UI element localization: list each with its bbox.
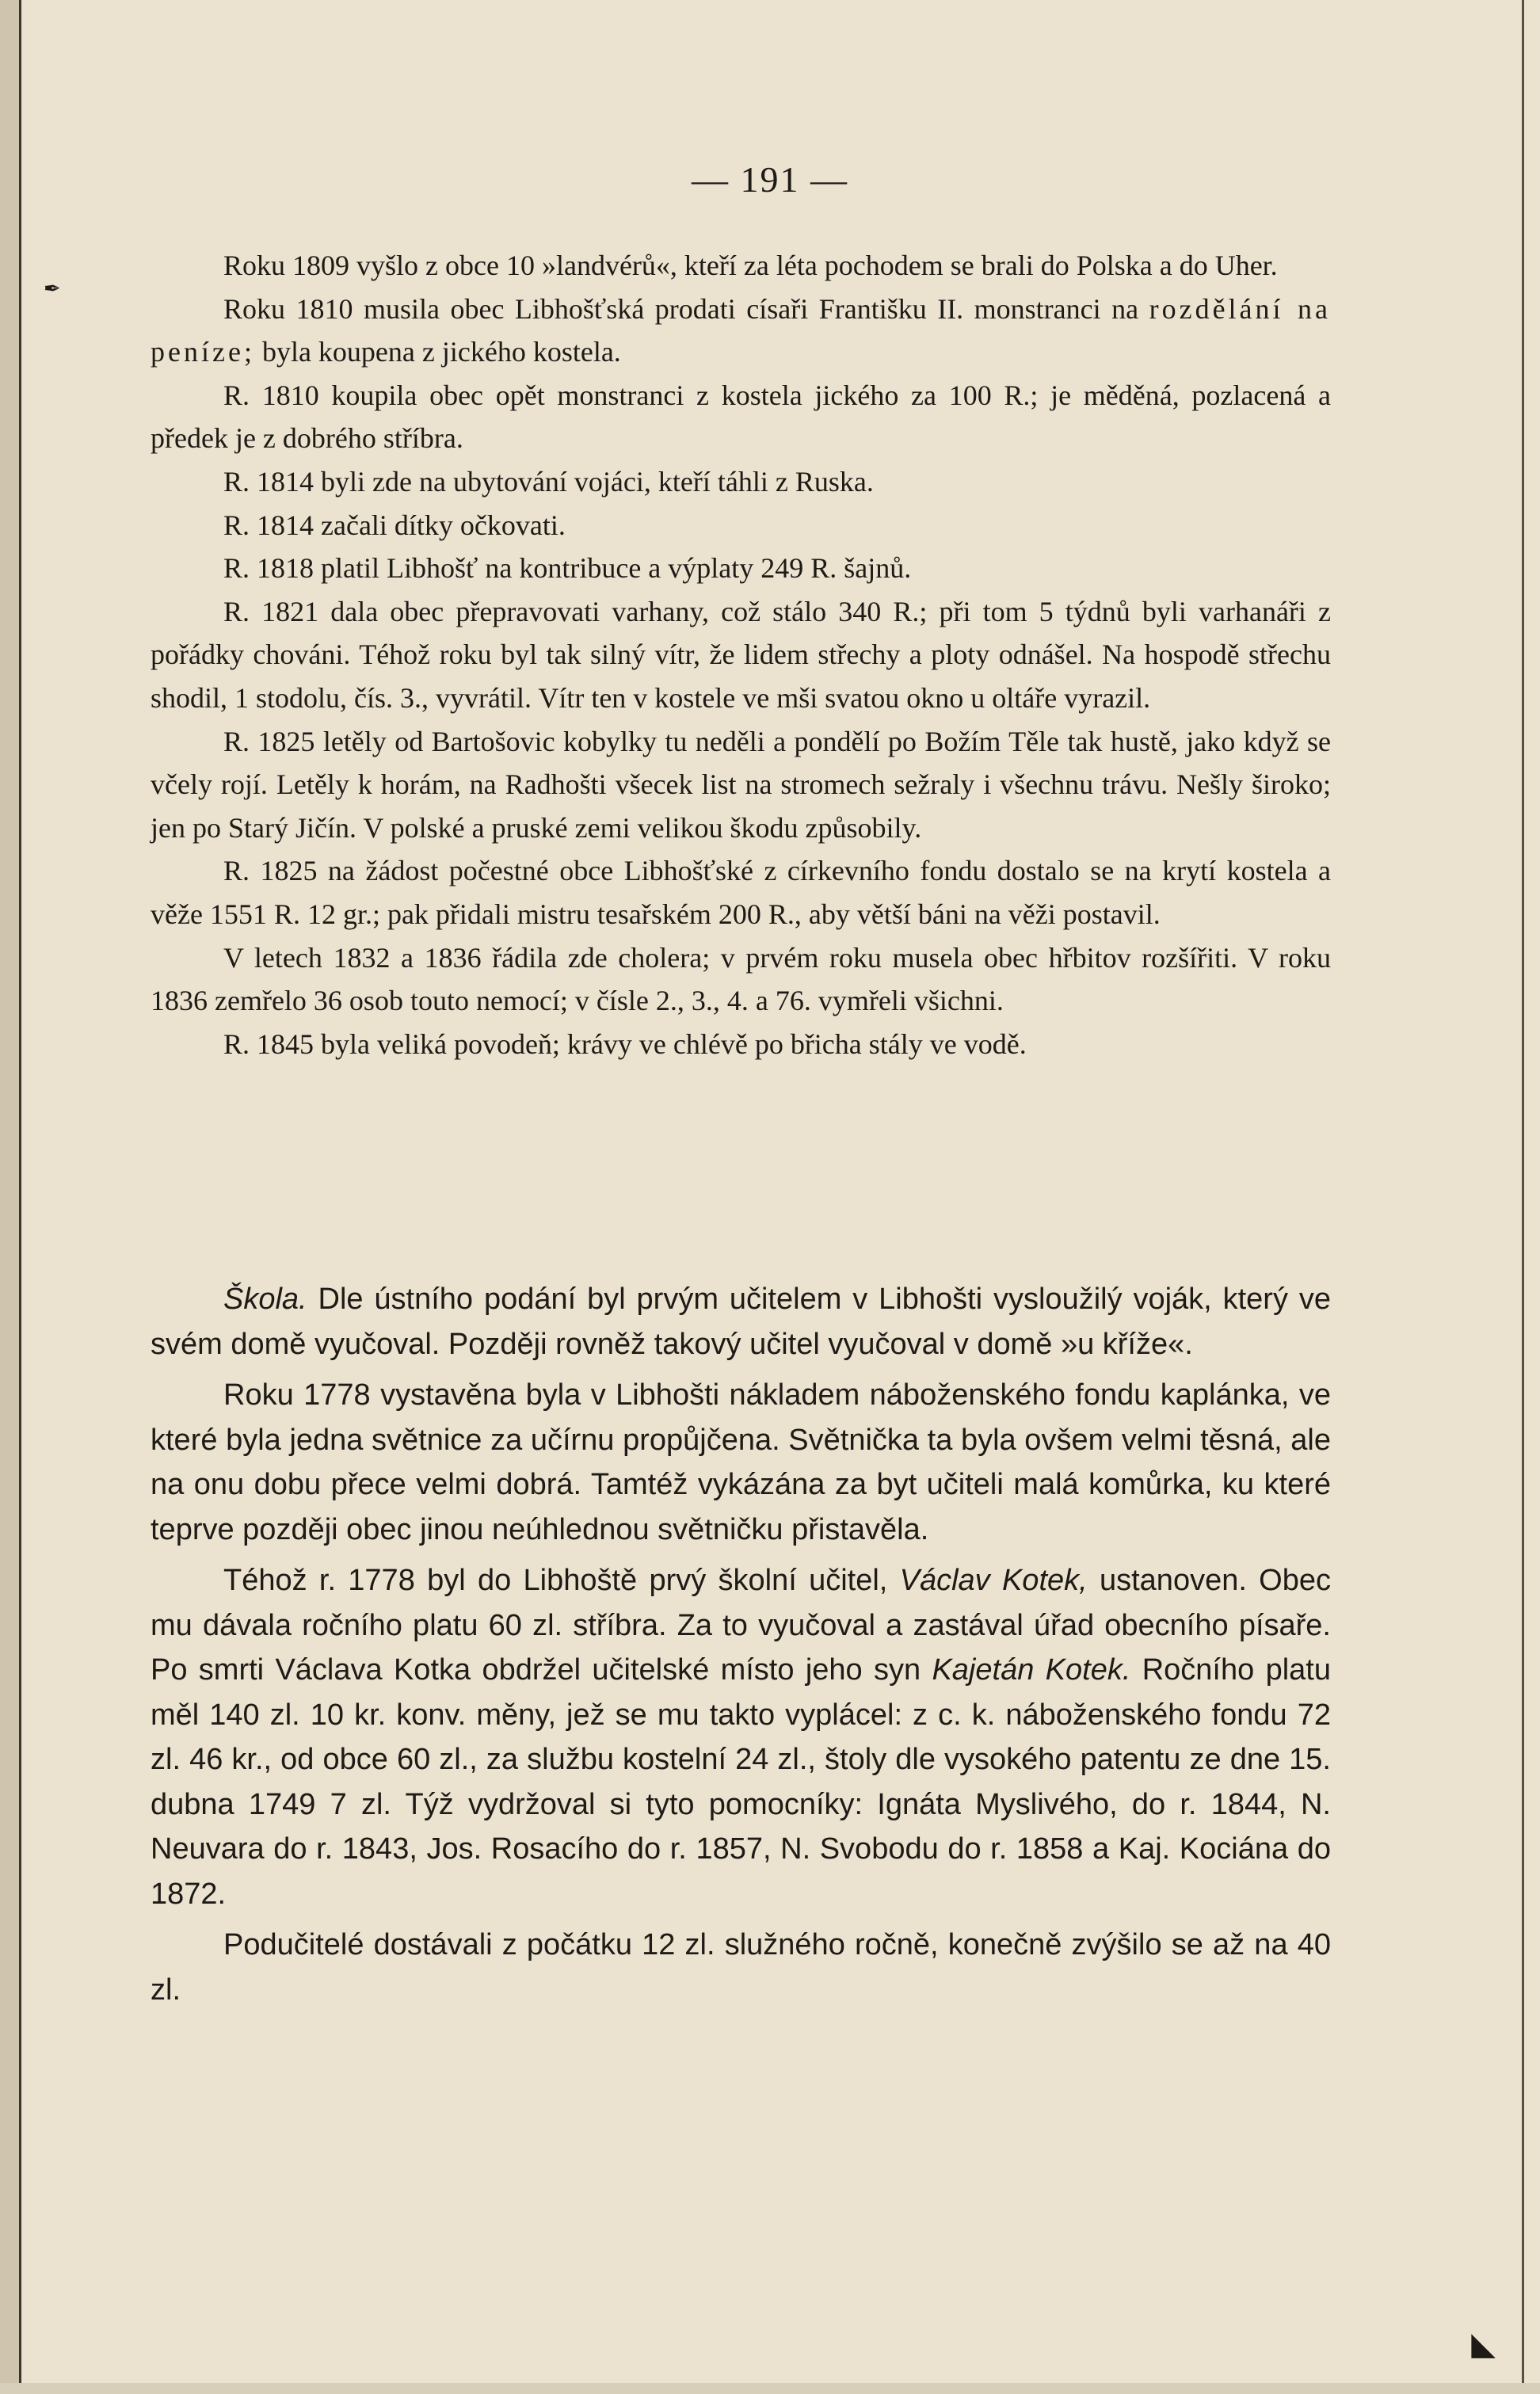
- paragraph-1832-cholera: V letech 1832 a 1836 řádila zde cholera; v prvém roku musela obec hřbitov rozšířiti. V roku 1836 zemřelo 36 osob touto nemocí; v čísle 2., 3., 4. a 76. vymřeli všichni.: [151, 941, 1331, 1017]
- paragraph-1825-church-roof: R. 1825 na žádost počestné obce Libhošťské z církevního fondu dostalo se na krytí kostela a věže 1551 R. 12 gr.; pak přidali mistru tesařském 200 R., aby větší báni na věži postavil.: [151, 855, 1331, 930]
- chronicle-section: [151, 244, 1331, 1065]
- margin-mark: ✒: [44, 277, 61, 300]
- corner-mark: ◣: [1471, 2326, 1496, 2362]
- section-heading: Škola.: [223, 1283, 307, 1316]
- paragraph-1778-teacher: [151, 1558, 1331, 1916]
- paragraph-1810-monstrance-sale: [151, 288, 1331, 374]
- paragraph-text: ustanoven. Obec mu dávala ročního platu 60 zl. stříbra. Za to vyučoval a zastával úřad obecního písaře. Po smrti Václava Kotka obdržel učitelské místo jeho syn: [151, 1564, 1332, 1687]
- paragraph-1825-locusts: R. 1825 letěly od Bartošovic kobylky tu neděli a pondělí po Božím Těle tak hustě, jako když se včely rojí. Letěly k horám, na Radhošti všecek list na stromech sežraly i všechnu trávu. Nešly široko; jen po Starý Jičín. V polské a pruské zemi velikou škodu způsobily.: [151, 725, 1331, 844]
- paragraph-skola: [151, 1277, 1331, 1367]
- teacher-name: Kajetán Kotek.: [932, 1653, 1131, 1687]
- paragraph-text: byla koupena z jického kostela.: [254, 336, 621, 368]
- school-section: [151, 1277, 1331, 2012]
- paragraph-1778-chaplaincy: Roku 1778 vystavěna byla v Libhošti nákladem náboženského fondu kaplánka, ve které byla jedna světnice za učírnu propůjčena. Světnička ta byla ovšem velmi těsná, ale na onu dobu přece velmi dobrá. Tamtéž vykázána za byt učiteli malá komůrka, ku které teprve později obec jinou neúhlednou světničku přistavěla.: [151, 1378, 1331, 1546]
- paragraph-text: Dle ústního podání byl prvým učitelem v Libhošti vysloužilý voják, který ve svém domě vyučoval. Později rovněž takový učitel vyučoval v domě »u kříže«.: [151, 1283, 1331, 1361]
- paragraph-text: Ročního platu měl 140 zl. 10 kr. konv. měny, jež se mu takto vyplácel: z c. k. náboženského fondu 72 zl. 46 kr., od obce 60 zl., za službu kostelní 24 zl., štoly dle vysokého patentu ze dne 15. dubna 1749 7 zl. Týž vydržoval si tyto pomocníky: Ignáta Myslivého, do r. 1844, N. Neuvara do r. 1843, Jos. Rosacího do r. 1857, N. Svobodu do r. 1858 a Kaj. Kociána do 1872.: [151, 1653, 1331, 1911]
- spaced-phrase: rozdělání na peníze;: [151, 292, 1332, 368]
- paragraph-1818: R. 1818 platil Libhošť na kontribuce a výplaty 249 R. šajnů.: [223, 552, 912, 585]
- paragraph-assistant-teachers: Podučitelé dostávali z počátku 12 zl. služného ročně, konečně zvýšilo se až na 40 zl.: [151, 1928, 1331, 2007]
- paragraph-1821: R. 1821 dala obec přepravovati varhany, což stálo 340 R.; při tom 5 týdnů byli varhanáři z pořádky chováni. Téhož roku byl tak silný vítr, že lidem střechy a ploty odnášel. Na hospodě střechu shodil, 1 stodolu, čís. 3., vyvrátil. Vítr ten v kostele ve mši svatou okno u oltáře vyrazil.: [151, 595, 1331, 714]
- page-edge: [0, 0, 19, 2394]
- paragraph-text: Roku 1810 musila obec Libhošťská prodati císaři Františku II. monstranci na: [223, 292, 1149, 325]
- teacher-name: Václav Kotek,: [899, 1564, 1088, 1597]
- paragraph-1814-vaccination: R. 1814 začali dítky očkovati.: [223, 509, 566, 541]
- page-border: [1522, 0, 1524, 2394]
- paragraph-1810-monstrance-purchase: R. 1810 koupila obec opět monstranci z kostela jického za 100 R.; je měděná, pozlacená a předek je z dobrého stříbra.: [151, 379, 1331, 455]
- paragraph-1814-soldiers: R. 1814 byli zde na ubytování vojáci, kteří táhli z Ruska.: [223, 465, 874, 497]
- paragraph-1845-flood: R. 1845 byla veliká povodeň; krávy ve chlévě po břicha stály ve vodě.: [223, 1027, 1027, 1060]
- page-shadow: [19, 0, 21, 2394]
- paragraph-1809: Roku 1809 vyšlo z obce 10 »landvérů«, kteří za léta pochodem se brali do Polska a do Uher.: [223, 250, 1278, 281]
- page-bottom: [0, 2383, 1540, 2394]
- paragraph-text: Téhož r. 1778 byl do Libhoště prvý školní učitel,: [223, 1564, 900, 1597]
- page-number: — 191 —: [692, 159, 848, 200]
